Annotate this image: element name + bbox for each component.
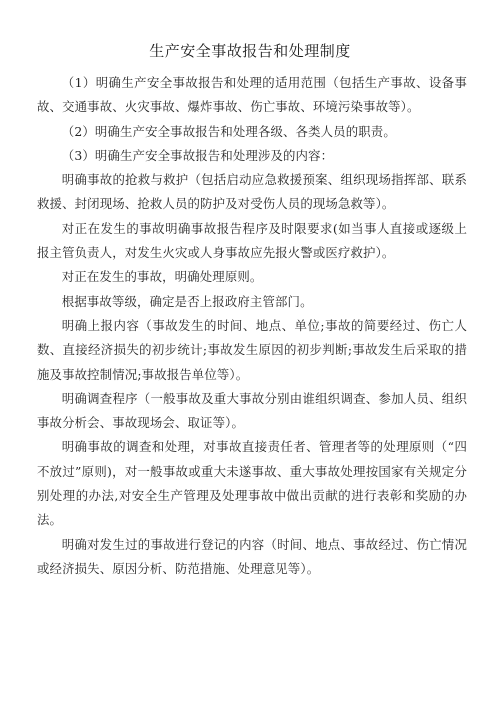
paragraph-responsibilities: （2）明确生产安全事故报告和处理各级、各类人员的职责。 <box>61 123 396 139</box>
paragraph-report-procedure: 对正在发生的事故明确事故报告程序及时限要求(如当事人直接或逐级上报主管负责人，对发生火灾或人身事故应先报火警或医疗救护）。 <box>37 220 467 261</box>
paragraph-scope: （1）明确生产安全事故报告和处理的适用范围（包括生产事故、设备事故、交通事故、火灾事故、爆炸事故、伤亡事故、环境污染事故等）。 <box>37 75 467 115</box>
document-title: 生产安全事故报告和处理制度 <box>149 42 351 60</box>
paragraph-handling-principle: 对正在发生的事故，明确处理原则。 <box>61 269 263 285</box>
paragraph-rescue: 明确事故的抢救与救护（包括启动应急救援预案、组织现场指挥部、联系救援、封闭现场、抢救人员的防护及对受伤人员的现场急救等）。 <box>37 172 467 212</box>
paragraph-report-level: 根据事故等级，确定是否上报政府主管部门。 <box>61 293 313 309</box>
paragraph-report-content: 明确上报内容（事故发生的时间、地点、单位;事故的简要经过、伤亡人数、直接经济损失的初步统计;事故发生原因的初步判断;事故发生后采取的措施及事故控制情况;事故报告单位等）。 <box>37 317 467 382</box>
paragraph-investigation-procedure: 明确调查程序（一般事故及重大事故分别由谁组织调查、参加人员、组织事故分析会、事故现场会、取证等）。 <box>37 390 467 431</box>
paragraph-investigation-handling: 明确事故的调查和处理，对事故直接责任者、管理者等的处理原则（“四不放过”原则)，对一般事故或重大未遂事故、重大事故处理按国家有关规定分别处理的办法,对安全生产管理及处理事故中做出贡献的进行表彰和奖励的办法。 <box>37 439 467 528</box>
document-body <box>37 71 467 581</box>
paragraph-contents-intro: （3）明确生产安全事故报告和处理涉及的内容： <box>61 147 334 163</box>
paragraph-registration: 明确对发生过的事故进行登记的内容（时间、地点、事故经过、伤亡情况或经济损失、原因分析、防范措施、处理意见等）。 <box>37 536 467 576</box>
